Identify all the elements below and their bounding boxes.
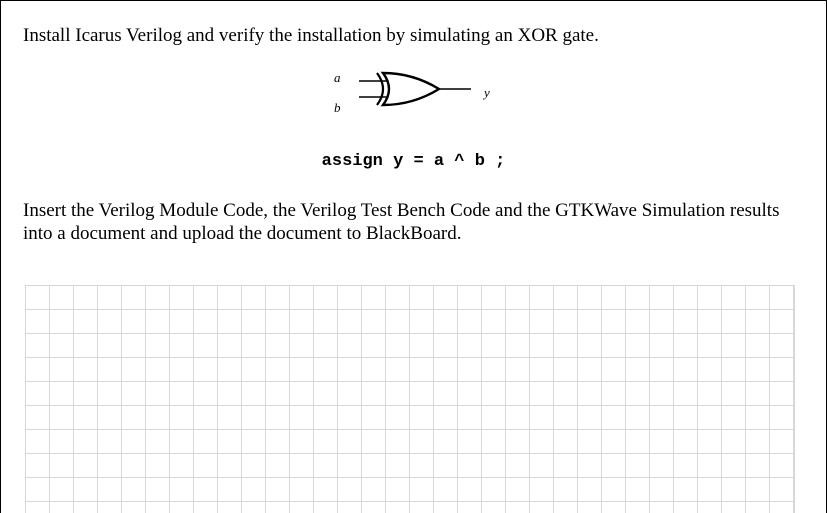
input-a-label: a (334, 70, 341, 85)
xor-back-curve (377, 73, 383, 105)
instruction-text: Install Icarus Verilog and verify the installation by simulating an XOR gate. (23, 25, 599, 46)
input-b-label: b (334, 100, 341, 115)
upload-instruction-text: Insert the Verilog Module Code, the Verilog Test Bench Code and the GTKWave Simulation results into a document and upload the document to BlackBoard. (23, 200, 780, 244)
xor-body (383, 73, 439, 105)
output-y-label: y (484, 85, 490, 100)
xor-gate-diagram (321, 65, 521, 121)
verilog-assign-statement: assign y = a ^ b ; (321, 152, 506, 171)
xor-gate-icon (321, 65, 521, 121)
answer-grid-area (25, 285, 795, 513)
